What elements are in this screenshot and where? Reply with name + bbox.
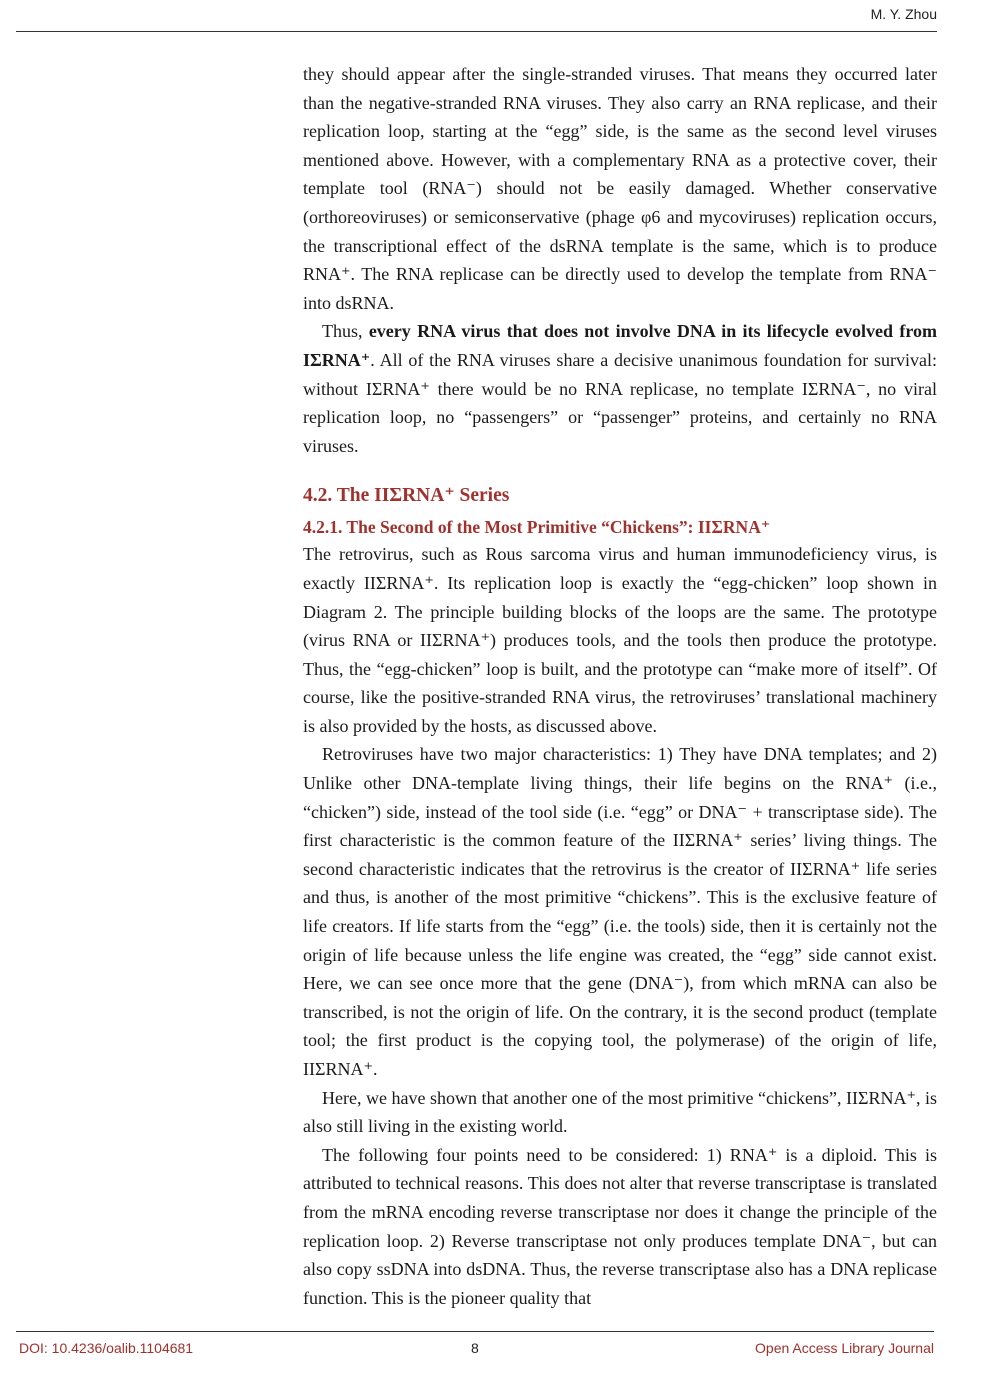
article-body (303, 60, 937, 1312)
body-paragraph: The following four points need to be considered: 1) RNA⁺ is a diploid. This is attributed to technical reasons. This does not alter that reverse transcriptase is translated from the mRNA encoding reverse transcriptase nor does it change the principle of the replication loop. 2) Reverse transcriptase not only produces template DNA⁻, but can also copy ssDNA into dsDNA. Thus, the reverse transcriptase also has a DNA replicase function. This is the pioneer quality that (303, 1144, 937, 1308)
paragraph-rest: . All of the RNA viruses share a decisive unanimous foundation for survival: without IΣRNA⁺ there would be no RNA replicase, no template IΣRNA⁻, no viral replication loop, no “passengers” or “passenger” proteins, and certainly no RNA viruses. (303, 349, 937, 456)
body-paragraph: The retrovirus, such as Rous sarcoma virus and human immunodeficiency virus, is exactly IIΣRNA⁺. Its replication loop is exactly the “egg-chicken” loop shown in Diagram 2. The principle building blocks of the loops are the same. The prototype (virus RNA or IIΣRNA⁺) produces tools, and the tools then produce the prototype. Thus, the “egg-chicken” loop is built, and the prototype can “make more of itself”. Of course, like the positive-stranded RNA virus, the retroviruses’ translational machinery is also provided by the hosts, as discussed above. (303, 544, 937, 736)
subsection-heading: 4.2.1. The Second of the Most Primitive “Chickens”: IIΣRNA⁺ (303, 517, 771, 538)
page-number: 8 (471, 1340, 479, 1356)
footer-divider (16, 1331, 934, 1332)
body-paragraph: Here, we have shown that another one of the most primitive “chickens”, IIΣRNA⁺, is also still living in the existing world. (303, 1087, 937, 1137)
running-header-author: M. Y. Zhou (870, 6, 937, 22)
body-paragraph: they should appear after the single-stranded viruses. That means they occurred later than the negative-stranded RNA viruses. They also carry an RNA replicase, and their replication loop, starting at the “egg” side, is the same as the second level viruses mentioned above. However, with a complementary RNA as a protective cover, their template tool (RNA⁻) should not be easily damaged. Whether conservative (orthoreoviruses) or semiconservative (phage φ6 and mycoviruses) replication occurs, the transcriptional effect of the dsRNA template is the same, which is to produce RNA⁺. The RNA replicase can be directly used to develop the template from RNA⁻ into dsRNA. (303, 64, 937, 313)
section-heading: 4.2. The IIΣRNA⁺ Series (303, 485, 510, 507)
footer-doi-link[interactable]: DOI: 10.4236/oalib.1104681 (19, 1340, 194, 1356)
footer-journal-link[interactable]: Open Access Library Journal (755, 1340, 934, 1356)
header-divider (16, 31, 937, 32)
key-statement: every RNA virus that does not involve DNA in its lifecycle evolved from IΣRNA⁺ (303, 321, 938, 370)
paragraph-lead: Thus, (322, 321, 369, 342)
body-paragraph: Retroviruses have two major characteristics: 1) They have DNA templates; and 2) Unlike other DNA-template living things, their life begins on the RNA⁺ (i.e., “chicken”) side, instead of the tool side (i.e. “egg” or DNA⁻ + transcriptase side). The first characteristic is the common feature of the IIΣRNA⁺ series’ living things. The second characteristic indicates that the retrovirus is the creator of IIΣRNA⁺ life series and thus, is another of the most primitive “chickens”. This is the exclusive feature of life creators. If life starts from the “egg” (i.e. the tools) side, then it is certainly not the origin of life because unless the life engine was created, the “egg” side cannot exist. Here, we can see once more that the gene (DNA⁻), from which mRNA can also be transcribed, is not the origin of life. On the contrary, it is the second product (template tool; the first product is the copying tool, the polymerase) of the origin of life, IIΣRNA⁺. (303, 744, 937, 1079)
body-paragraph (303, 317, 937, 460)
